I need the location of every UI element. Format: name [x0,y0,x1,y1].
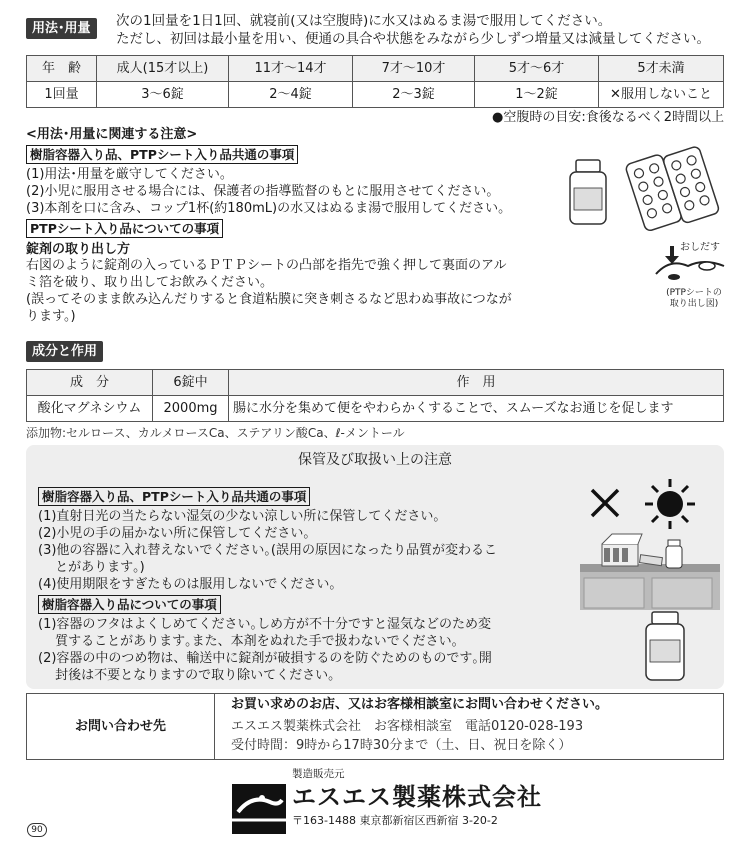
ingredients-head-name: 成 分 [27,370,153,396]
fasting-note: ●空腹時の目安:食後なるべく2時間以上 [492,110,724,125]
precautions-common-list [26,166,511,217]
dosage-cell-11-14: 2～4錠 [229,82,353,108]
ingredients-table-header [27,370,724,396]
storage-item: (3)他の容器に入れ替えないでください｡(誤用の原因になったり品質が変わるこ [38,543,497,558]
contact-phone: エスエス製薬株式会社 お客様相談室 電話0120-028-193 [231,719,584,734]
ingredient-action: 腸に水分を集めて便をやわらかくすることで、スムーズなお通じを促します [229,396,724,422]
usage-tag: 用法･用量 [26,18,97,39]
storage-item: (1)直射日光の当たらない湿気の少ない涼しい所に保管してください。 [38,509,447,524]
bottle-ptp-illustration [566,140,726,240]
cabinet-illustration [580,530,720,610]
small-bottle-icon [666,540,682,568]
container-item: (1)容器のフタはよくしめてください｡しめ方が不十分ですと湿気などのため変 [38,617,492,632]
bottle-icon [570,160,606,224]
ptp-caption [660,288,728,310]
dosage-head-7-10: 7才～10才 [353,56,475,82]
company-name: エスエス製薬株式会社 [292,783,542,811]
ingredients-head-amount: 6錠中 [153,370,229,396]
ptp-line: ミ箔を破り、取り出してお飲みください。 [26,275,274,290]
bottle-icon [646,612,684,680]
no-sunlight-illustration [584,476,704,536]
company-address: 〒163-1488 東京都新宿区西新宿 3-20-2 [292,814,498,827]
precaution-item: (3)本剤を口に含み、コップ1杯(約180mL)の水又はぬるま湯で服用してください。 [26,201,512,216]
dosage-cell-5-6: 1～2錠 [475,82,599,108]
precautions-ptp-label: PTPシート入り品についての事項 [26,219,223,238]
pill-box-icon [602,534,642,566]
dosage-cell-7-10: 2～3錠 [353,82,475,108]
ptp-instructions [26,257,512,325]
page-number: 90 [27,823,47,837]
cross-icon [592,490,618,516]
storage-container-list [38,616,492,684]
storage-container-label: 樹脂容器入り品についての事項 [38,595,221,614]
dosage-cell-label: 1回量 [27,82,97,108]
arrow-down-icon [665,246,679,264]
usage-line-1: 次の1回量を1日1回、就寝前(又は空腹時)に水又はぬるま湯で服用してください。 [116,13,612,29]
dosage-head-11-14: 11才～14才 [229,56,353,82]
storage-common-label: 樹脂容器入り品、PTPシート入り品共通の事項 [38,487,310,506]
dosage-head-age: 年 齢 [27,56,97,82]
precaution-item: (2)小児に服用させる場合には、保護者の指導監督のもとに服用させてください。 [26,184,500,199]
container-bottle-illustration [640,608,690,684]
ingredients-table-row [27,396,724,422]
dosage-cell-adult: 3～6錠 [97,82,229,108]
dosage-head-adult: 成人(15才以上) [97,56,229,82]
contact-line-1: お買い求めのお店、又はお客様相談室にお問い合わせください。 [231,697,609,712]
ptp-sheet-icon [625,142,720,236]
precaution-item: (1)用法･用量を厳守してください。 [26,167,233,182]
ptp-caption-line-1: (PTPシートの [666,288,722,298]
dosage-head-under-5: 5才未満 [599,56,724,82]
dosage-table-header [27,56,724,82]
ingredients-tag: 成分と作用 [26,341,103,362]
ptp-subtitle: 錠剤の取り出し方 [26,242,131,257]
dosage-cell-under-5: ✕服用しないこと [599,82,724,108]
dosage-table-row [27,82,724,108]
ingredient-amount: 2000mg [153,396,229,422]
precautions-title: <用法･用量に関連する注意> [26,127,198,142]
contact-hours: 受付時間：9時から17時30分まで（土、日、祝日を除く） [231,738,572,753]
storage-title: 保管及び取扱い上の注意 [298,452,452,468]
contact-box [26,693,724,760]
container-item: 封後は不要となりますので取り除いてください。 [38,668,342,683]
storage-common-list [38,508,497,593]
usage-line-2: ただし、初回は最小量を用い、便通の具合や状態をみながら少しずつ増量又は減量してください。 [116,31,710,47]
ptp-caption-line-2: 取り出し図) [669,299,719,309]
container-item: (2)容器の中のつめ物は、輸送中に錠剤が破損するのを防ぐためのものです｡開 [38,651,492,666]
ptp-line: (誤ってそのまま飲み込んだりすると食道粘膜に突き刺さるなど思わぬ事故につなが [26,292,512,307]
distributor-label: 製造販売元 [292,768,345,780]
dosage-table [26,55,724,108]
ingredient-name: 酸化マグネシウム [27,396,153,422]
sun-icon [645,479,695,529]
company-logo-icon [232,784,286,834]
ingredients-table [26,369,724,422]
storage-item: (2)小児の手の届かない所に保管してください。 [38,526,317,541]
contact-label: お問い合わせ先 [27,694,215,759]
additives-text: 添加物:セルロース、カルメロースCa、ステアリン酸Ca、ℓ-メントール [26,426,405,440]
ingredients-head-action: 作 用 [229,370,724,396]
dosage-head-5-6: 5才～6才 [475,56,599,82]
ptp-line: 右図のように錠剤の入っているＰＴＰシートの凸部を指先で強く押して裏面のアル [26,258,507,273]
push-out-illustration [650,244,730,284]
push-out-label: おしだす [680,242,720,253]
ptp-line: ります。) [26,309,76,324]
container-item: 質することがあります｡また、本剤をぬれた手で扱わないでください。 [38,634,465,649]
precautions-common-label: 樹脂容器入り品、PTPシート入り品共通の事項 [26,145,298,164]
storage-item: とがあります｡) [38,560,145,575]
storage-item: (4)使用期限をすぎたものは服用しないでください。 [38,577,343,592]
